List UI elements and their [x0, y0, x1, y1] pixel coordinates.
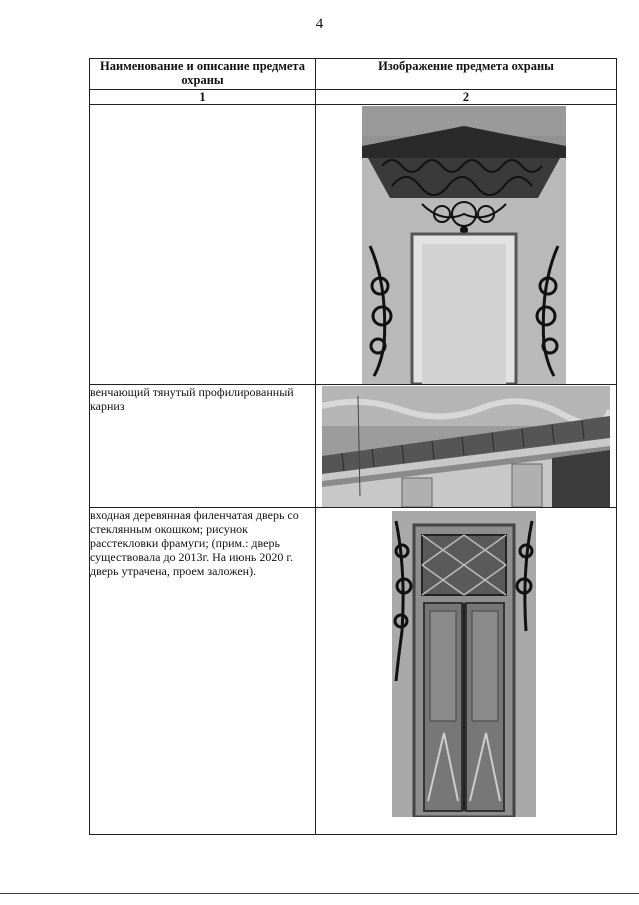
door-photo	[392, 511, 536, 817]
column-number-row	[90, 90, 617, 105]
table-row	[90, 385, 617, 508]
row-image-cell	[316, 385, 617, 508]
header-image: Изображение предмета охраны	[316, 59, 617, 90]
column-number-2: 2	[316, 90, 617, 105]
row-image-cell	[316, 508, 617, 835]
protection-table	[89, 58, 617, 835]
row-description: входная деревянная филенчатая дверь со стеклянным окошком; рисунок расстекловки фрамуги; (прим.: дверь существовала до 2013г. На июнь 2020 г. дверь утрачена, проем заложен).	[90, 508, 316, 835]
column-number-1: 1	[90, 90, 316, 105]
row-image-cell	[316, 105, 617, 385]
footer-divider	[0, 893, 639, 894]
page-number: 4	[315, 16, 324, 32]
table-row	[90, 508, 617, 835]
header-row	[90, 59, 617, 90]
table-row	[90, 105, 617, 385]
cornice-photo	[322, 386, 610, 507]
row-description: венчающий тянутый профилированный карниз	[90, 385, 316, 508]
row-description	[90, 105, 316, 385]
window-canopy-photo	[362, 106, 566, 384]
header-description: Наименование и описание предмета охраны	[90, 59, 316, 90]
